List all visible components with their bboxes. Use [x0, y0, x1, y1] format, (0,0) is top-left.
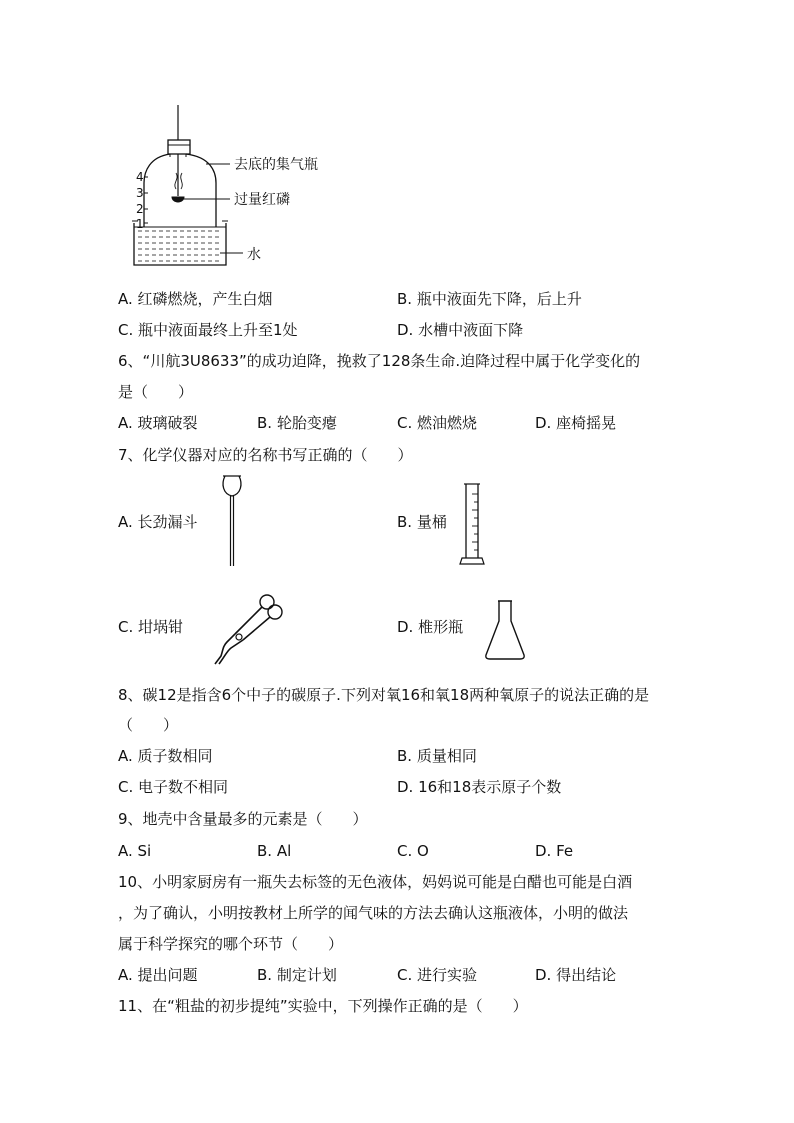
- q8-stem-line1: 8、碳12是指含6个中子的碳原子.下列对氧16和氧18两种氧原子的说法正确的是: [118, 686, 650, 704]
- q10-option-d: D. 得出结论: [535, 966, 617, 984]
- q6-option-b: B. 轮胎变瘪: [257, 414, 337, 432]
- q8-stem-line2: （ ）: [118, 716, 179, 734]
- q7-option-d: D. 椎形瓶: [397, 618, 464, 636]
- q6-option-a: A. 玻璃破裂: [118, 414, 198, 432]
- q5-option-c: C. 瓶中液面最终上升至1处: [118, 321, 298, 339]
- q10-stem-line1: 10、小明家厨房有一瓶失去标签的无色液体，妈妈说可能是白醋也可能是白酒: [118, 873, 633, 891]
- graduated-cylinder-icon: [458, 480, 488, 570]
- q7-option-b: B. 量桶: [397, 513, 447, 531]
- conical-flask-icon: [480, 597, 530, 663]
- q10-option-a: A. 提出问题: [118, 966, 198, 984]
- q5-option-d: D. 水槽中液面下降: [397, 321, 524, 339]
- q7-option-c: C. 坩埚钳: [118, 618, 184, 636]
- jar-label: 去底的集气瓶: [234, 157, 318, 173]
- scale-label-3: 3: [136, 186, 144, 200]
- phosphorus-combustion-apparatus: [130, 105, 350, 275]
- phosphorus-label: 过量红磷: [234, 192, 290, 208]
- q6-option-d: D. 座椅摇晃: [535, 414, 617, 432]
- scale-label-1: 1: [136, 217, 144, 231]
- q10-stem-line3: 属于科学探究的哪个环节（ ）: [118, 935, 344, 953]
- q10-option-c: C. 进行实验: [397, 966, 478, 984]
- long-neck-funnel-icon: [217, 470, 247, 570]
- q8-option-c: C. 电子数不相同: [118, 778, 229, 796]
- q5-option-a: A. 红磷燃烧，产生白烟: [118, 290, 273, 308]
- q9-option-a: A. Si: [118, 842, 152, 860]
- water-label: 水: [247, 247, 261, 263]
- q11-stem: 11、在“粗盐的初步提纯”实验中，下列操作正确的是（ ）: [118, 997, 528, 1015]
- q9-option-b: B. Al: [257, 842, 292, 860]
- scale-label-2: 2: [136, 202, 144, 216]
- q7-option-a: A. 长劲漏斗: [118, 513, 198, 531]
- q5-option-b: B. 瓶中液面先下降，后上升: [397, 290, 582, 308]
- q6-stem-line2: 是（ ）: [118, 383, 194, 401]
- scale-label-4: 4: [136, 170, 144, 184]
- q10-stem-line2: ，为了确认，小明按教材上所学的闻气味的方法去确认这瓶液体，小明的做法: [118, 904, 629, 922]
- crucible-tongs-icon: [205, 588, 285, 668]
- q6-stem-line1: 6、“川航3U8633”的成功迫降，挽救了128条生命.迫降过程中属于化学变化的: [118, 352, 641, 370]
- q8-option-b: B. 质量相同: [397, 747, 477, 765]
- q9-option-d: D. Fe: [535, 842, 574, 860]
- q6-option-c: C. 燃油燃烧: [397, 414, 478, 432]
- q10-option-b: B. 制定计划: [257, 966, 337, 984]
- q9-option-c: C. O: [397, 842, 429, 860]
- q8-option-d: D. 16和18表示原子个数: [397, 778, 562, 796]
- q9-stem: 9、地壳中含量最多的元素是（ ）: [118, 810, 368, 828]
- q7-stem: 7、化学仪器对应的名称书写正确的（ ）: [118, 446, 413, 464]
- q8-option-a: A. 质子数相同: [118, 747, 213, 765]
